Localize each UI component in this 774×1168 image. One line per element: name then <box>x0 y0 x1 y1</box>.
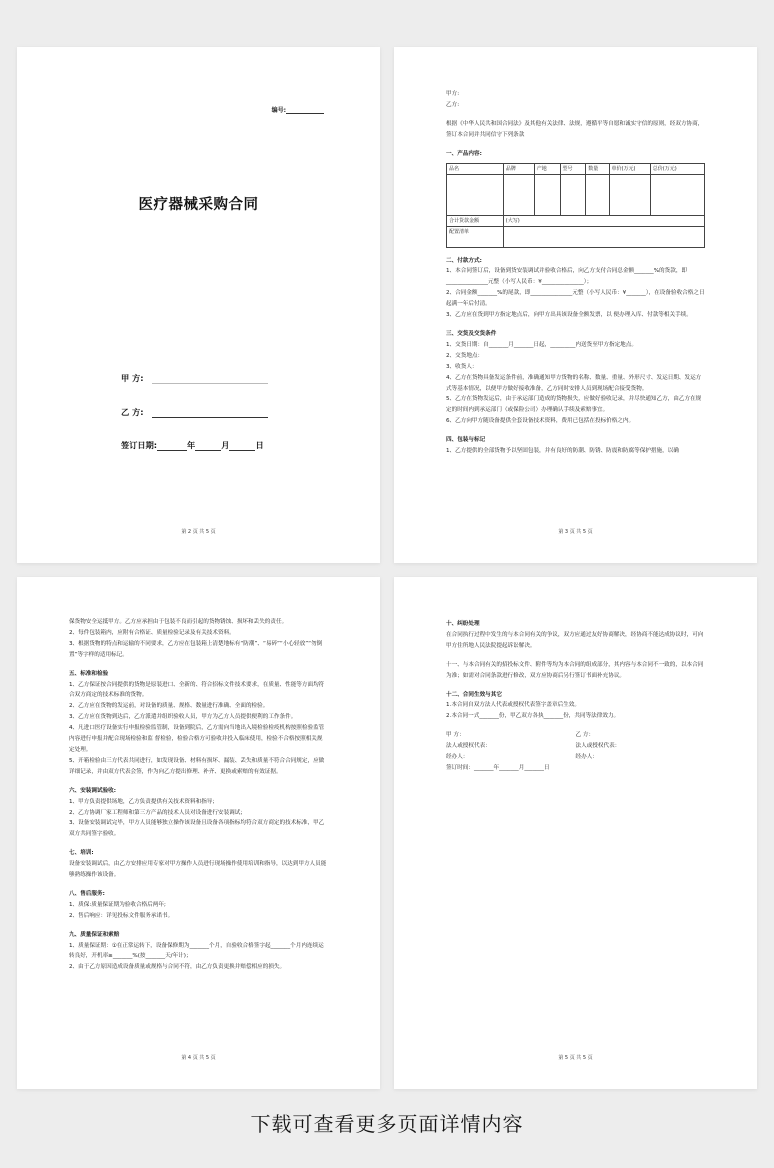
clause-line: 3、乙方应在货物到达后，乙方派遣并组织验收人员，甲方为乙方人员提供便利的工作条件。 <box>69 714 297 721</box>
day-blank <box>229 440 255 451</box>
section-title: 七、培训: <box>69 850 94 857</box>
table-header-cell: 型号 <box>560 163 586 174</box>
signature-block <box>446 730 705 774</box>
contract-page-cover <box>17 47 380 563</box>
clause-line: 保货物安全运抵甲方。乙方应承担由于包装不良而引起的货物锈蚀、损坏和丢失的责任。 <box>69 619 288 625</box>
month-blank <box>195 440 221 451</box>
clause-line: 2、乙方应在货物的发运前，对设备的质量、规格、数量进行准确、全面的检验。 <box>69 703 269 710</box>
section-title: 一、产品内容: <box>446 150 482 157</box>
contract-page-3 <box>17 577 380 1089</box>
table-cell <box>609 174 650 215</box>
clause-line: 5、乙方在货物发运后，由于承运部门造成的货物损失，应做好验收记录，并尽快通知乙方，由乙方在规定的时间内到承运部门（或保险公司）办理确认手续及索赔事宜。 <box>446 396 702 414</box>
clause-line: 2、每件包装箱内，应附有合格证、质量检验记录及有关技术资料。 <box>69 629 235 636</box>
total-value-cell: (大写) <box>503 215 704 226</box>
table-row <box>447 226 705 247</box>
page-footer: 第 4 页 共 5 页 <box>181 1055 216 1061</box>
sign-date-label: 签订日期: <box>121 440 158 450</box>
section-title: 二、付款方式: <box>446 257 482 264</box>
table-header-cell: 总价(万元) <box>650 163 704 174</box>
clause-line: 4、凡进口医疗设备实行申报检验监管制，设备到院后，乙方需向当地出入境检验检疫机构按照检验监管内容进行申报并配合现场检验和监 督检验，检验合格方可验收并投入临床使用，检验不合格按照相关规定处理。 <box>69 725 325 753</box>
table-header-cell: 品牌 <box>503 163 534 174</box>
party-b-label: 乙 方: <box>121 407 144 417</box>
section-title: 十、纠纷处理 <box>446 621 480 627</box>
clause-line: 2、乙方协调厂家工程师和第三方产品的技术人员对设备进行安装调试； <box>69 809 246 816</box>
party-a-blank <box>152 373 268 384</box>
table-cell <box>560 174 586 215</box>
year-blank <box>157 440 187 451</box>
party-a-line: 甲方: <box>446 91 460 97</box>
contract-title: 医疗器械采购合同 <box>138 197 259 213</box>
contract-page-4 <box>394 577 757 1089</box>
clause-line: 1、质保:质量保证期为验收合格后两年; <box>69 901 166 908</box>
table-header-cell: 品名 <box>447 163 504 174</box>
section-title: 四、包装与标记 <box>446 437 486 444</box>
clause-line: 2、合同金额_______%的尾款，即_______________元整（小写人民币：¥_______），在设备验收合格之日起满一年后付清。 <box>446 290 705 308</box>
config-label-cell: 配置清单 <box>447 226 504 247</box>
section-title: 九、质量保证和索赔 <box>69 931 120 938</box>
serial-number-field <box>272 105 324 114</box>
clause-line: 6、乙方向甲方随设备提供全套设备技术资料，费用已包括在投标价格之内。 <box>446 418 635 425</box>
section-title: 五、标准和检验 <box>69 670 109 677</box>
total-label-cell: 合计货款金额 <box>447 215 504 226</box>
table-row <box>447 215 705 226</box>
clause-line: 3、乙方应在货到甲方指定地点后，向甲方出具该设备全额发票，以 便办理入库、付款等相关手续。 <box>446 312 692 319</box>
clause-line: 5、开箱检验由三方代表共同进行，如发现设备、材料有损坏、漏装、丢失和质量不符合合同规定，应做详细记录，并由双方代表会签，作为向乙方提出修理、补齐、更换或索赔的有效证据。 <box>69 757 325 775</box>
clause-line: 2、售后响应：详见投标文件服务承诺书。 <box>69 912 174 919</box>
table-header-cell: 单价(万元) <box>609 163 650 174</box>
clause-line: 1、乙方保证按合同提供的货物是原装进口、全新的、符合招标文件技术要求，在质量、性能等方面均符合双方商定的技术标准的货物。 <box>69 681 325 699</box>
clause-line: 3、收货人： <box>446 363 478 370</box>
table-row <box>447 174 705 215</box>
sign-line: 法人或授权代表： <box>575 743 621 750</box>
table-header-cell: 产地 <box>534 163 560 174</box>
table-cell <box>447 174 504 215</box>
party-a-row <box>121 373 268 384</box>
clause-line: 2、交货地点： <box>446 352 484 359</box>
sign-line: 乙 方： <box>575 732 595 739</box>
table-cell <box>503 174 534 215</box>
section-title: 六、安装调试验收: <box>69 787 116 794</box>
clause-line: 2.本合同一式_______份，甲乙双方各执_______份，共同等法律效力。 <box>446 713 620 720</box>
clause-line: 1、交货日期：自_______月_______日起，_________内送货至甲方指定地点。 <box>446 341 637 348</box>
clause-line: 设备安装调试后，由乙方安排应用专家对甲方操作人员进行现场操作使用培训和指导，以达到甲方人员能够熟练操作该设备。 <box>69 861 327 879</box>
clause-line: 1、乙方提供的全部货物予以坚固包装，并有良好的防潮、防锈、防震和防腐等保护措施，以确 <box>446 448 679 455</box>
contract-page-2 <box>394 47 757 563</box>
party-b-blank <box>152 407 268 418</box>
table-cell <box>650 174 704 215</box>
intro-paragraph: 根据《中华人民共和国合同法》及其他有关法律、法规，遵循平等自愿和诚实守信的原则，经双方协商，签订本合同并共同信守下列条款 <box>446 120 704 138</box>
sign-line: 经办人： <box>446 754 469 761</box>
clause-line: 在合同执行过程中发生的与本合同有关的争议，双方应通过友好协商解决，经协商不能达成协议时，可向甲方住所地人民法院提起诉讼解决。 <box>446 631 704 649</box>
page-footer: 第 2 页 共 5 页 <box>181 529 216 535</box>
config-value-cell <box>503 226 704 247</box>
clause-line: 1、甲方负责提供场地，乙方负责提供有关技术资料和指导； <box>69 798 218 805</box>
clause-line: 4、乙方在货物具备发运条件前，准确通知甲方货物的名称、数量、重量、外形尺寸、发运日期、发运方式等基本情况，以便甲方做好接收准备，乙方同时安排人员到现场配合接受货物。 <box>446 374 702 392</box>
page-footer: 第 5 页 共 5 页 <box>558 1055 593 1061</box>
clause-line: 1、质量保证期：①在正常运转下，设备保修期为_______个月，自验收合格签字起_______个月内连续运转良好，开机率≥_______%(按_______天/年计)； <box>69 942 324 960</box>
sign-date-line: 签订时间：_______年_______月_______日 <box>446 764 550 771</box>
table-header-row <box>447 163 705 174</box>
section-title: 十二、合同生效与其它 <box>446 691 502 698</box>
clause-line: 3、设备安装调试完毕，甲方人员能够独立操作该设备且设备各项指标均符合双方商定的技术标准，甲乙双方共同签字验收。 <box>69 820 325 838</box>
sign-line: 经办人： <box>575 754 598 761</box>
sign-date-row <box>121 440 264 451</box>
party-b-line: 乙方: <box>446 101 460 108</box>
month-label: 月 <box>221 440 230 450</box>
section-title: 十一、与本合同有关的招投标文件、附件等均为本合同的组成部分，其内容与本合同不一致的，以本合同为准；如需对合同条款进行修改，双方应协商后另行签订书面补充协议。 <box>446 661 704 679</box>
day-label: 日 <box>255 440 264 450</box>
section-title: 八、售后服务: <box>69 890 105 897</box>
sign-line: 法人或授权代表： <box>446 743 491 750</box>
sign-line: 甲 方： <box>446 732 465 739</box>
clause-line: 3、根据货物的特点和运输的不同要求，乙方应在包装箱上清楚地标有“防潮”、“易碎”“小心轻放”“勿倒置”等字样的适用标记。 <box>69 640 323 658</box>
clause-line: 2、由于乙方原因造成设备质量或规格与合同不符，由乙方负责更换并赔偿相应的损失。 <box>69 964 286 971</box>
table-cell <box>586 174 609 215</box>
serial-label: 编号: <box>271 107 286 114</box>
party-a-label: 甲 方: <box>121 373 144 383</box>
signature-party-a <box>446 730 576 774</box>
page-footer: 第 3 页 共 5 页 <box>558 529 593 535</box>
table-header-cell: 数量 <box>586 163 609 174</box>
section-title: 三、交货及交货条件 <box>446 330 497 337</box>
year-label: 年 <box>187 440 196 450</box>
download-caption: 下载可查看更多页面详情内容 <box>250 1112 524 1136</box>
clause-line: 1、本合同签订后，设备到货安装调试并验收合格后，向乙方支付合同总金额_______%的货款，即_______________元整（小写人民币：¥_______________）； <box>446 268 688 286</box>
signature-party-b <box>576 730 706 774</box>
clause-line: 1.本合同自双方法人代表或授权代表签字盖章后生效。 <box>446 702 580 709</box>
product-table <box>446 163 705 248</box>
serial-blank <box>286 106 324 114</box>
party-b-row <box>121 407 268 418</box>
table-cell <box>534 174 560 215</box>
